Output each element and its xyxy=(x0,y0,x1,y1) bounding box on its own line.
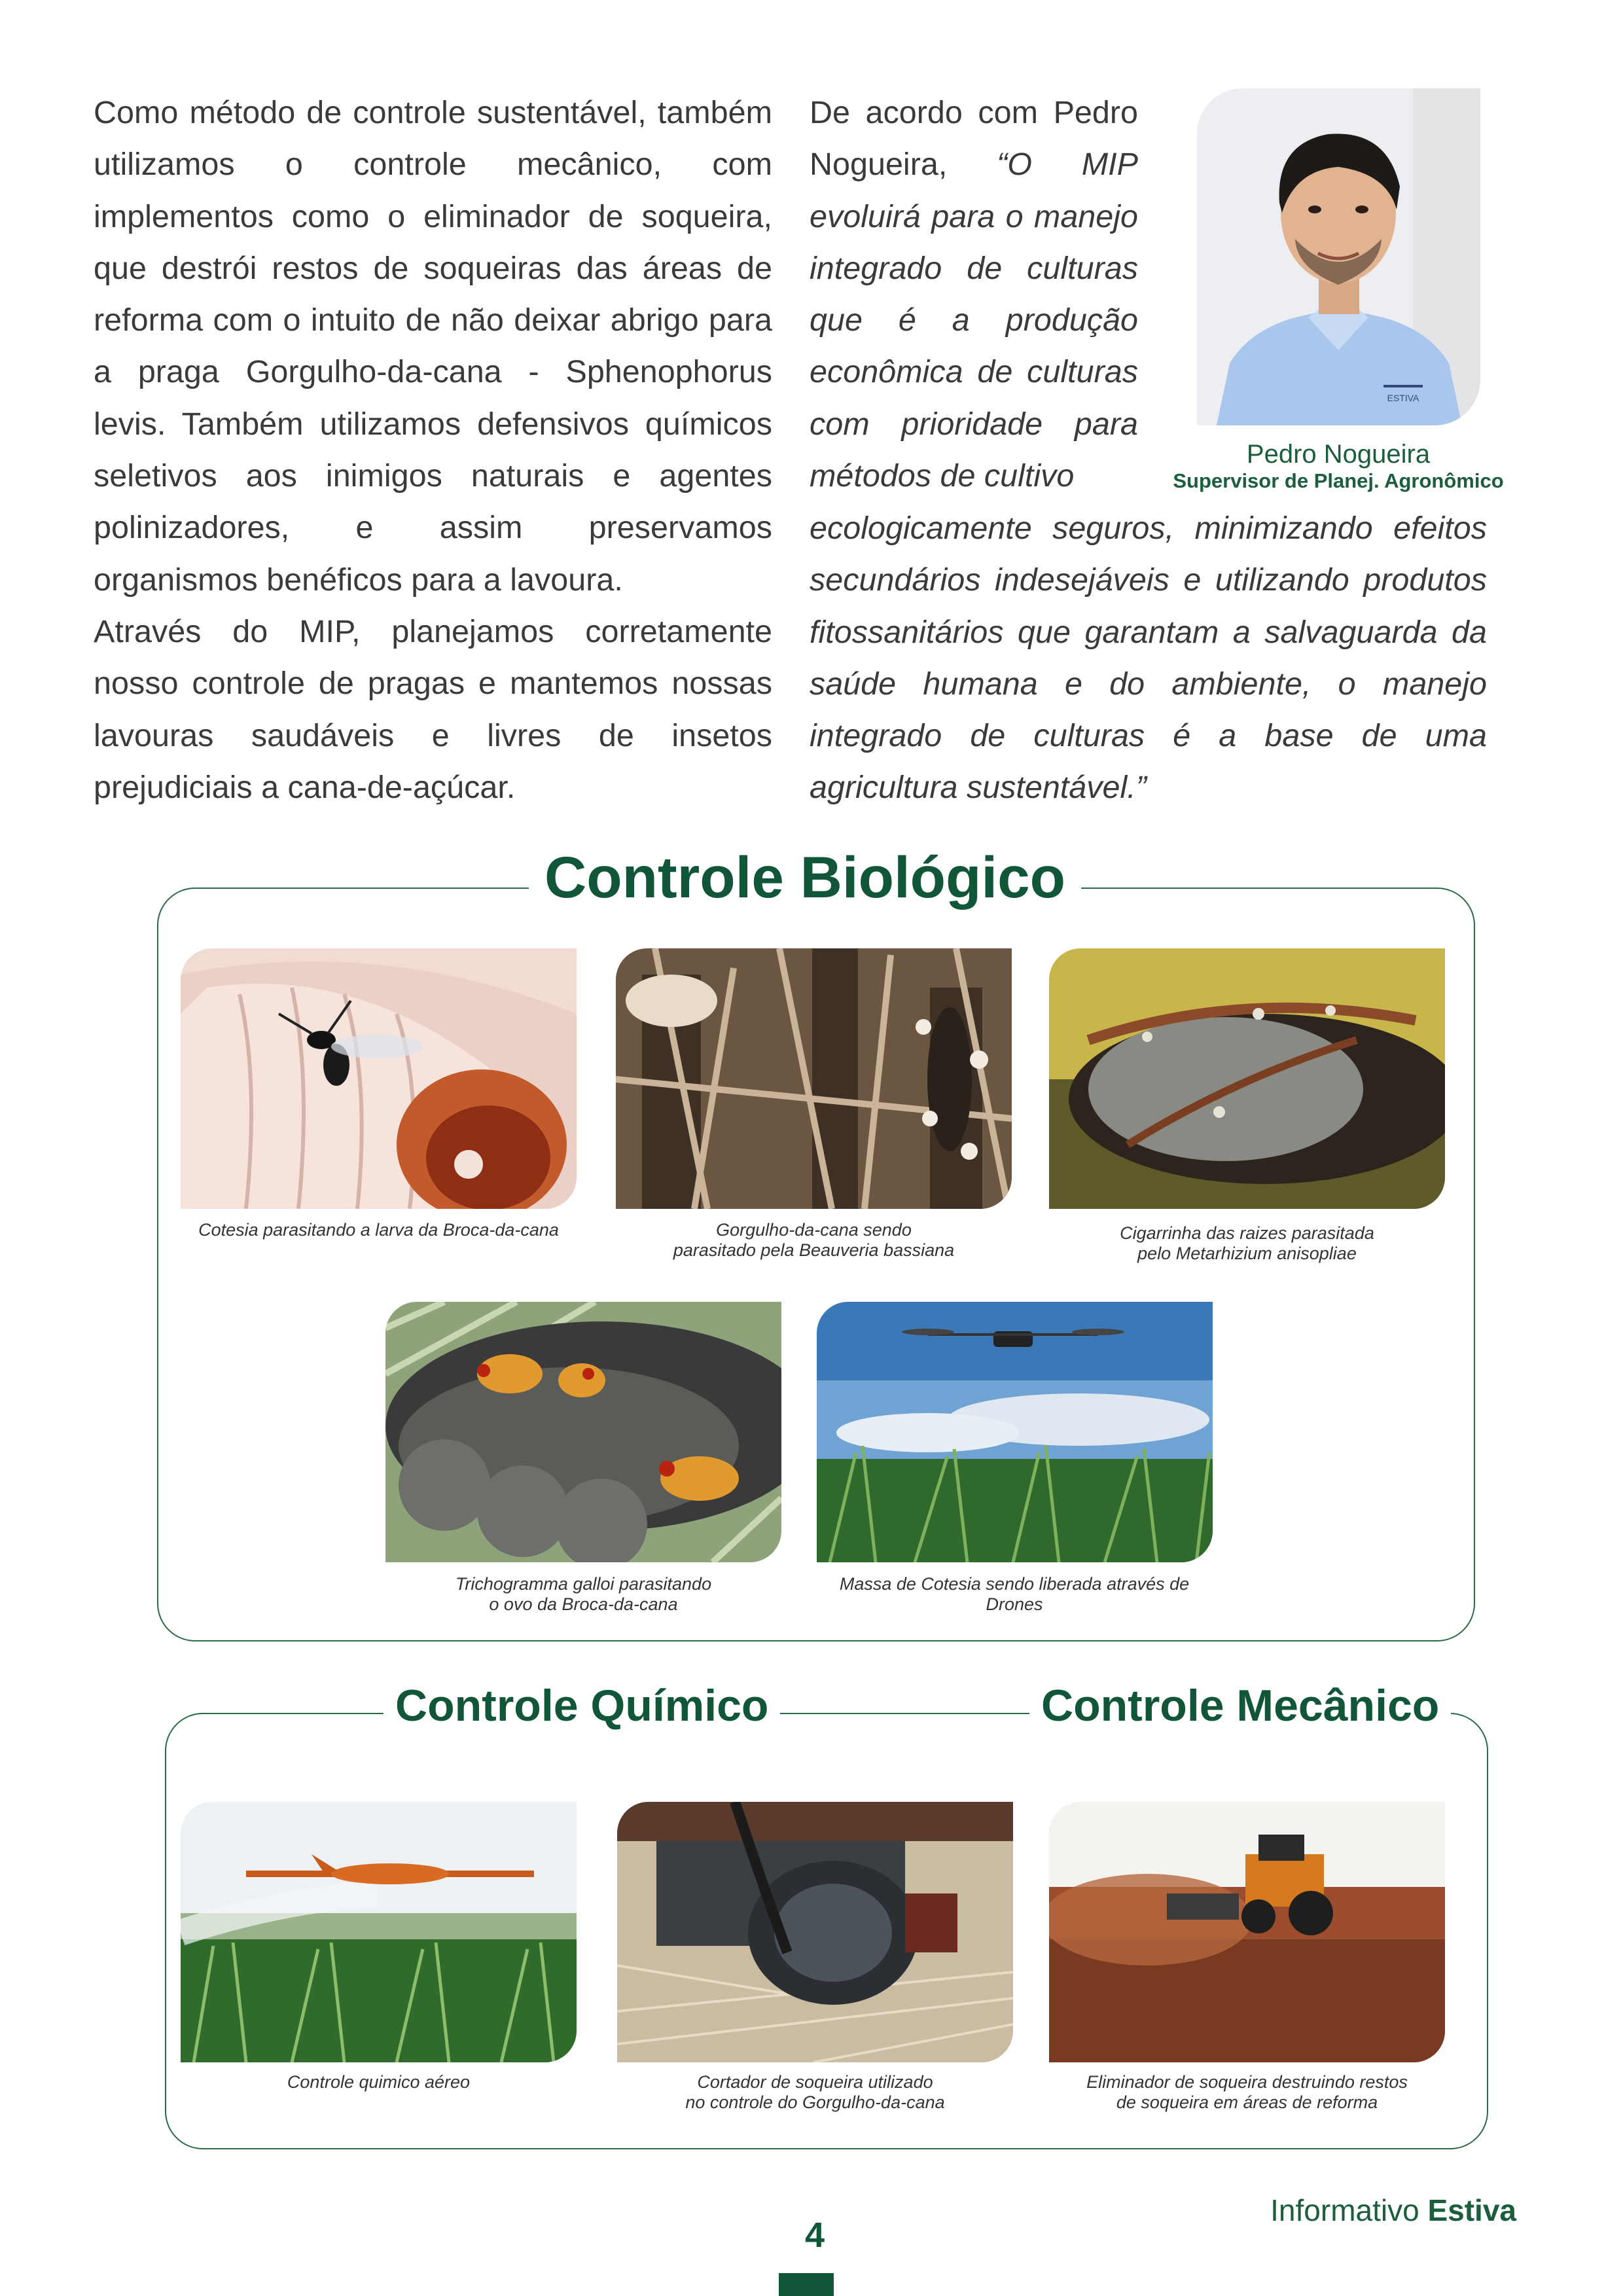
shirt-logo-text: ESTIVA xyxy=(1387,393,1419,403)
caption-tractor-eliminator: Eliminador de soqueira destruindo restos de soqueira em áreas de reforma xyxy=(1086,2072,1408,2112)
photo-trichogramma-eggs xyxy=(385,1302,781,1562)
publication-name xyxy=(1270,2193,1516,2228)
caption-aerial-spraying: Controle quimico aéreo xyxy=(287,2072,471,2092)
quote-text-rest: ecologicamente seguros, minimizando efeitos secundários indesejáveis e utilizando produtos fitossanitários que garantam a salvaguarda da saúde humana e do ambiente, o manejo integrado de culturas é a base de uma agricultura sustentável.” xyxy=(810,511,1487,806)
portrait-photo xyxy=(1197,88,1480,425)
quote-top xyxy=(810,87,1138,502)
publication-prefix: Informativo xyxy=(1270,2193,1428,2227)
photo-cotesia-larva xyxy=(181,948,577,1209)
photo-spittlebug-metarhizium xyxy=(1049,948,1445,1209)
page-number: 4 xyxy=(804,2215,825,2255)
mechanical-control-title: Controle Mecânico xyxy=(1029,1680,1451,1731)
paragraph-mechanical-control: Como método de controle sustentável, também utilizamos o controle mecânico, com implementos como o eliminador de soqueira, que destrói restos de soqueiras das áreas de reforma com o intuito de não deixar abrigo para a praga Gorgulho-da-cana - Sphenophorus levis. Também utilizamos defensivos químicos seletivos aos inimigos naturais e agentes polinizadores, e assim preservamos organismos benéficos para a lavoura. xyxy=(94,95,772,598)
chemical-control-title: Controle Químico xyxy=(383,1680,780,1731)
photo-ratoon-cutter xyxy=(617,1802,1013,2062)
publication-brand: Estiva xyxy=(1427,2193,1516,2227)
quote-intro: De acordo com Pedro Nogueira, xyxy=(810,95,1138,183)
photo-tractor-eliminator xyxy=(1049,1802,1445,2062)
page-tab-marker xyxy=(779,2273,834,2296)
portrait-illustration xyxy=(1197,88,1480,425)
caption-weevil-beauveria: Gorgulho-da-cana sendo parasitado pela Beauveria bassiana xyxy=(673,1220,955,1260)
caption-trichogramma-eggs: Trichogramma galloi parasitando o ovo da Broca-da-cana xyxy=(455,1574,712,1614)
caption-spittlebug-metarhizium: Cigarrinha das raizes parasitada pelo Metarhizium anisopliae xyxy=(1120,1223,1374,1263)
left-text-column xyxy=(94,87,772,814)
paragraph-mip-planning: Através do MIP, planejamos corretamente nosso controle de pragas e mantemos nossas lavouras saudáveis e livres de insetos prejudiciais a cana-de-açúcar. xyxy=(94,613,772,805)
photo-weevil-beauveria xyxy=(616,948,1012,1209)
quote-text-top: “O MIP evoluirá para o manejo integrado de culturas que é a produção econômica de culturas com prioridade para métodos de cultivo xyxy=(810,147,1138,494)
photo-drone-release xyxy=(817,1302,1213,1562)
caption-ratoon-cutter: Cortador de soqueira utilizado no controle do Gorgulho-da-cana xyxy=(685,2072,945,2112)
photo-aerial-spraying xyxy=(181,1802,577,2062)
portrait-caption-name: Pedro Nogueira xyxy=(1246,440,1431,469)
portrait-caption-role: Supervisor de Planej. Agronômico xyxy=(1173,469,1504,492)
biological-control-title: Controle Biológico xyxy=(529,844,1081,911)
caption-cotesia-larva: Cotesia parasitando a larva da Broca-da-cana xyxy=(198,1220,559,1240)
caption-drone-release: Massa de Cotesia sendo liberada através de Drones xyxy=(839,1574,1190,1614)
